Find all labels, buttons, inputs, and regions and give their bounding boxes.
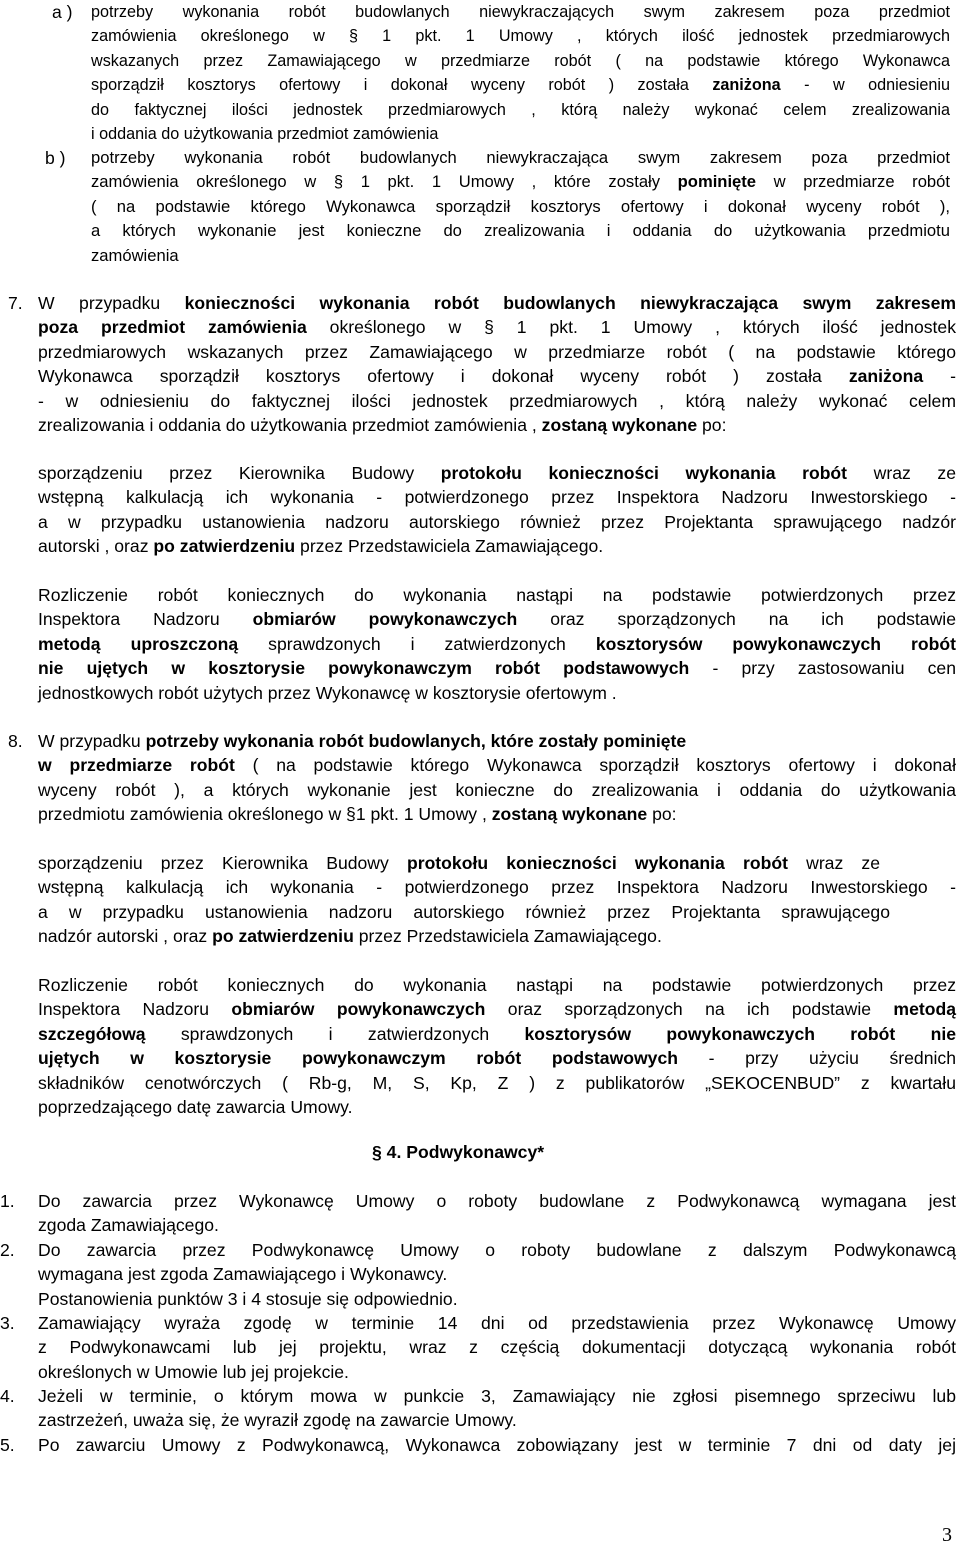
section-item-number: 5. <box>0 1435 15 1455</box>
text-line: ujętych w kosztorysie powykonawczym robót podstawowych - przy użyciu średnich <box>38 1048 956 1069</box>
section-item-3 <box>38 1311 956 1384</box>
text-line: przedmiotu zamówienia określonego w §1 pkt. 1 Umowy , zostaną wykonane po: <box>38 804 677 825</box>
section-item-number: 2. <box>0 1240 15 1260</box>
section-item-1 <box>38 1189 956 1238</box>
item-b-text <box>91 146 950 268</box>
text-line: wstępną kalkulacją ich wykonania - potwierdzonego przez Inspektora Nadzoru Inwestorskiego - <box>38 487 956 508</box>
text-line: z Podwykonawcami lub jej projektu, wraz z częścią dokumentacji dotyczącą wykonania robót <box>38 1337 956 1358</box>
text-line: zamówienia <box>91 245 179 265</box>
text-line: do faktycznej ilości jednostek przedmiarowych , którą należy wykonać celem zrealizowania <box>91 100 950 119</box>
text-line: poprzedzającego datę zawarcia Umowy. <box>38 1097 353 1118</box>
text-line: a w przypadku ustanowienia nadzoru autorskiego również przez Projektanta sprawującego nadzór <box>38 511 956 532</box>
paragraph-7-procedure <box>38 461 956 559</box>
text-line: a w przypadku ustanowienia nadzoru autorskiego również przez Projektanta sprawującego <box>38 901 890 922</box>
text-line: wskazanych przez Zamawiającego w przedmiarze robót ( na podstawie którego Wykonawca <box>91 51 950 70</box>
text-line: autorski , oraz po zatwierdzeniu przez Przedstawiciela Zamawiającego. <box>38 536 604 557</box>
paragraph-8-settlement <box>38 973 956 1119</box>
text-line: Inspektora Nadzoru obmiarów powykonawczych oraz sporządzonych na ich podstawie metodą <box>38 999 956 1020</box>
text-line: zrealizowania i oddania do użytkowania przedmiot zamówienia , zostaną wykonane po: <box>38 415 727 436</box>
text-line: nie ujętych w kosztorysie powykonawczym robót podstawowych - przy zastosowaniu cen <box>38 658 957 679</box>
text-line: składników cenotwórczych ( Rb-g, M, S, Kp, Z ) z publikatorów „SEKOCENBUD” z kwartału <box>38 1072 956 1093</box>
page-number: 3 <box>942 1524 952 1546</box>
text-line: Rozliczenie robót koniecznych do wykonania nastąpi na podstawie potwierdzonych przez <box>38 975 956 995</box>
paragraph-8-number: 8. <box>8 731 23 751</box>
section-item-5 <box>38 1433 956 1457</box>
text-line: wstępną kalkulacją ich wykonania - potwierdzonego przez Inspektora Nadzoru Inwestorskiego - <box>38 877 956 898</box>
text-line: potrzeby wykonania robót budowlanych niewykraczająca swym zakresem poza przedmiot <box>91 148 950 167</box>
text-line: Jeżeli w terminie, o którym mowa w punkcie 3, Zamawiający nie zgłosi pisemnego sprzeciwu lub <box>38 1386 956 1406</box>
text-line: metodą uproszczoną sprawdzonych i zatwierdzonych kosztorysów powykonawczych robót <box>38 633 957 654</box>
section-heading: § 4. Podwykonawcy* <box>372 1142 545 1162</box>
paragraph-7-settlement <box>38 583 956 705</box>
text-line: zamówienia określonego w § 1 pkt. 1 Umowy , których ilość jednostek przedmiarowych <box>91 27 950 46</box>
text-line: W przypadku konieczności wykonania robót budowlanych niewykraczająca swym zakresem <box>38 293 956 313</box>
text-line: poza przedmiot zamówienia określonego w § 1 pkt. 1 Umowy , których ilość jednostek <box>38 317 956 338</box>
text-line: ( na podstawie którego Wykonawca sporządził kosztorys ofertowy i dokonał wyceny robót ), <box>91 196 950 216</box>
text-line: wymagana jest zgoda Zamawiającego i Wykonawcy. <box>38 1264 448 1285</box>
section-item-number: 1. <box>0 1191 15 1211</box>
text-line: Do zawarcia przez Podwykonawcę Umowy o roboty budowlane z dalszym Podwykonawcą <box>38 1240 956 1260</box>
text-line: a których wykonanie jest konieczne do zrealizowania i oddania do użytkowania przedmiotu <box>91 221 950 241</box>
section-item-4 <box>38 1384 956 1433</box>
paragraph-8 <box>38 729 956 827</box>
item-a-label: a ) <box>52 2 73 22</box>
text-line: w przedmiarze robót ( na podstawie którego Wykonawca sporządził kosztorys ofertowy i dokonał <box>38 755 956 776</box>
text-line: Inspektora Nadzoru obmiarów powykonawczych oraz sporządzonych na ich podstawie <box>38 609 956 630</box>
text-line: sporządzeniu przez Kierownika Budowy protokołu konieczności wykonania robót wraz ze <box>38 853 880 873</box>
item-a-text <box>91 0 950 146</box>
text-line: - w odniesieniu do faktycznej ilości jednostek przedmiarowych , którą należy wykonać celem <box>38 390 956 411</box>
text-line: Po zawarciu Umowy z Podwykonawcą, Wykonawca zobowiązany jest w terminie 7 dni od daty jej <box>38 1435 956 1455</box>
text-line: zastrzeżeń, uważa się, że wyraził zgodę na zawarcie Umowy. <box>38 1410 517 1431</box>
paragraph-7-number: 7. <box>8 293 23 313</box>
text-line: Do zawarcia przez Wykonawcę Umowy o roboty budowlane z Podwykonawcą wymagana jest <box>38 1191 956 1211</box>
text-line: Rozliczenie robót koniecznych do wykonania nastąpi na podstawie potwierdzonych przez <box>38 585 956 605</box>
text-line: przedmiarowych wskazanych przez Zamawiającego w przedmiarze robót ( na podstawie którego <box>38 341 956 362</box>
text-line: sporządził kosztorys ofertowy i dokonał wyceny robót ) została zaniżona - w odniesieniu <box>91 76 950 95</box>
text-line: szczegółową sprawdzonych i zatwierdzonych kosztorysów powykonawczych robót nie <box>38 1023 956 1044</box>
text-line: potrzeby wykonania robót budowlanych niewykraczających swym zakresem poza przedmiot <box>91 3 950 21</box>
text-line: nadzór autorski , oraz po zatwierdzeniu przez Przedstawiciela Zamawiającego. <box>38 926 662 947</box>
item-b-label: b ) <box>45 148 66 168</box>
text-line: i oddania do użytkowania przedmiot zamówienia <box>91 125 439 144</box>
text-line: sporządzeniu przez Kierownika Budowy protokołu konieczności wykonania robót wraz ze <box>38 463 956 483</box>
text-line: W przypadku potrzeby wykonania robót budowlanych, które zostały pominięte <box>38 731 687 751</box>
text-line: Postanowienia punktów 3 i 4 stosuje się odpowiednio. <box>38 1288 458 1309</box>
section-item-2 <box>38 1238 956 1311</box>
paragraph-7 <box>38 291 956 437</box>
section-item-number: 3. <box>0 1313 15 1333</box>
text-line: wyceny robót ), a których wykonanie jest konieczne do zrealizowania i oddania do użytkowania <box>38 779 956 800</box>
text-line: określonych w Umowie lub jej projekcie. <box>38 1361 349 1382</box>
section-item-number: 4. <box>0 1386 15 1406</box>
text-line: Zamawiający wyraża zgodę w terminie 14 dni od przedstawienia przez Wykonawcę Umowy <box>38 1313 956 1333</box>
paragraph-8-procedure <box>38 851 956 949</box>
text-line: zamówienia określonego w § 1 pkt. 1 Umowy , które zostały pominięte w przedmiarze robót <box>91 172 950 192</box>
text-line: jednostkowych robót użytych przez Wykonawcę w kosztorysie ofertowym . <box>38 682 617 703</box>
text-line: Wykonawca sporządził kosztorys ofertowy i dokonał wyceny robót ) została zaniżona - <box>38 366 956 387</box>
text-line: zgoda Zamawiającego. <box>38 1215 219 1236</box>
